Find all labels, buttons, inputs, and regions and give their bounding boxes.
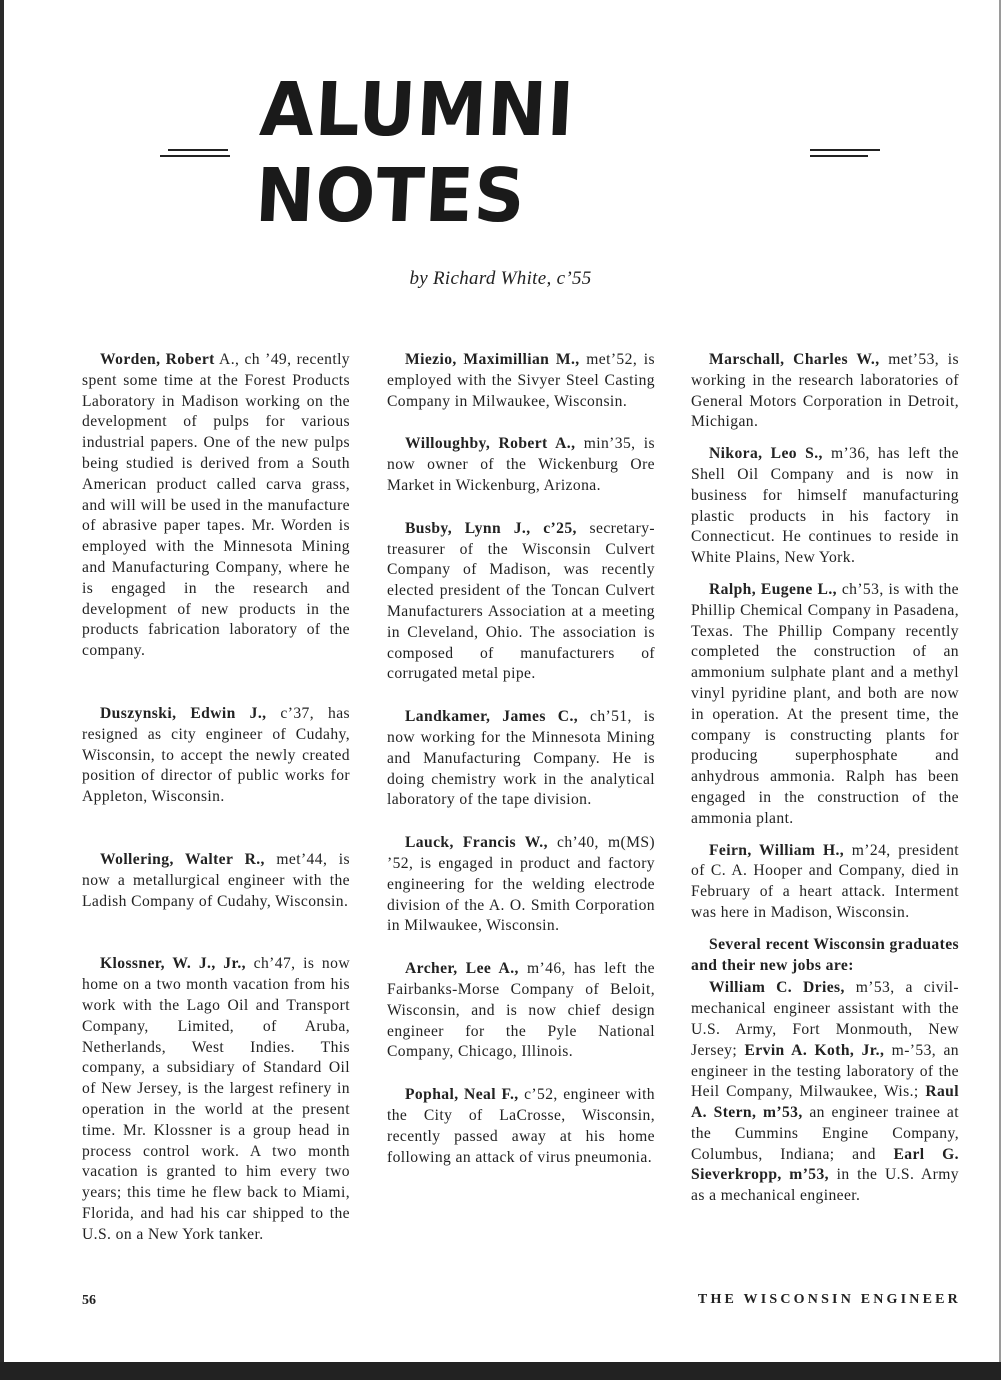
title-rule-left [160,149,230,157]
graduate-text: m’53, a civil-mechanical engineer assistant with the U.S. Army, Fort Monmouth, New Jersey; [691,979,960,1059]
alumni-text: m’36, has left the Shell Oil Company and is now in business for himself manufacturing plastic products in his factory in Connecticut. He continues to reside in White Plains, New York. [691,445,959,567]
graduate-name: Raul A. Stern, m’53, [691,1083,959,1122]
page-scan-edge-bottom [0,1362,1001,1380]
alumni-entry [387,434,655,496]
alumni-text: c’37, has resigned as city engineer of Cudahy, Wisconsin, to accept the newly created position of director of public works for Appleton, Wisconsin. [82,704,350,806]
alumni-text: m’46, has left the Fairbanks-Morse Company of Beloit, Wisconsin, and is now chief design engineer for the Pyle National Company, Chicago, Illinois. [387,960,656,1061]
alumni-name: Duszynski, Edwin J., [100,704,267,722]
alumni-name: Worden, Robert [100,351,215,368]
byline: by Richard White, c’55 [409,268,592,289]
title-rule-right [810,149,880,157]
title-block [160,67,880,239]
page-number: 56 [82,1293,96,1308]
alumni-name: Feirn, William H., [709,841,845,859]
alumni-text: met’53, is working in the research laboratories of General Motors Corporation in Detroit, Michigan. [691,351,959,431]
alumni-text: ch’40, m(MS) ’52, is engaged in product and factory engineering for the welding electrode division of the A. O. Smith Corporation in Milwaukee, Wisconsin. [387,834,656,935]
page-title: ALUMNI NOTES [253,67,577,239]
alumni-text: m’24, president of C. A. Hooper and Company, died in February of a heart attack. Interment was here in Madison, Wisconsin. [691,841,960,921]
alumni-entry [691,580,959,830]
graduate-name: Earl G. Sieverkropp, m’53, [691,1145,959,1184]
alumni-text: met’44, is now a metallurgical engineer with the Ladish Company of Cudahy, Wisconsin. [82,850,350,910]
alumni-entry [387,959,655,1063]
alumni-name: Landkamer, James C., [405,708,579,726]
alumni-text: ch’47, is now home on a two month vacation from his work with the Lago Oil and Transport Company, Limited, of Aruba, Netherlands, West Indies. This company, a subsidiary of Standard Oil of New Jersey, is the largest refinery in operation in the world at the present time. Mr. Klossner is a group head in process control work. A two month vacation is granted to him every two years; this time he flew back to Miami, Florida, and had his car shipped to the U.S. on a New York tanker. [82,955,350,1243]
alumni-text: A., ch ’49, recently spent some time at the Forest Products Laboratory in Madison working on the development of pulps for various industrial papers. One of the new pulps being studied is derived from a South American product called carva grass, and will will be used in the manufacture of abrasive paper tapes. Mr. Worden is employed with the Minnesota Mining and Manufacturing Company, where he is engaged in the research and development of new products in the products fabrication laboratory of the company. [82,351,350,660]
alumni-name: Willoughby, Robert A., [405,435,576,453]
alumni-entry [387,707,655,811]
alumni-entry [691,841,959,924]
alumni-name: Miezio, Maximillian M., [405,351,580,368]
page-scan-edge-left [0,0,4,1380]
alumni-name: Lauck, Francis W., [405,834,548,852]
graduate-name: Ervin A. Koth, Jr., [744,1041,885,1059]
alumni-name: Klossner, W. J., Jr., [100,955,246,973]
alumni-entry [82,350,350,662]
graduate-name: William C. Dries, [709,979,845,997]
alumni-name: Wollering, Walter R., [100,850,265,868]
recent-graduates-heading: Several recent Wisconsin graduates and their new jobs are: [691,935,959,974]
alumni-text: ch’53, is with the Phillip Chemical Company in Pasadena, Texas. The Phillip Company recently completed the construction of an ammonium sulphate plant and a methyl vinyl pyridine plant, and both are now in operation. At the present time, the company is constructing plants for producing superphosphate and anhydrous ammonia. Ralph has been engaged in the construction of the ammonia plant. [691,580,959,827]
alumni-text: secretary-treasurer of the Wisconsin Culvert Company of Madison, was recently elected president of the Toncan Culvert Manufacturers Association at a meeting in Cleveland, Ohio. The association is composed of manufacturers of corrugated metal pipe. [387,519,655,683]
column-1 [82,350,350,1287]
alumni-name: Pophal, Neal F., [405,1086,519,1104]
alumni-entry [691,444,959,569]
alumni-entry [82,954,350,1245]
alumni-entry [82,704,350,808]
publication-footer: THE WISCONSIN ENGINEER [697,1292,961,1307]
alumni-name: Marschall, Charles W., [709,351,880,368]
alumni-name: Ralph, Eugene L., [709,580,837,598]
alumni-entry [691,350,959,433]
alumni-name: Busby, Lynn J., c’25, [405,519,577,537]
alumni-entry [82,850,350,912]
alumni-text: met’52, is employed with the Sivyer Steel Casting Company in Milwaukee, Wisconsin. [387,351,655,410]
alumni-entry [387,1085,655,1168]
alumni-name: Nikora, Leo S., [709,445,823,463]
recent-graduates-list [691,978,959,1207]
alumni-name: Archer, Lee A., [405,960,519,978]
column-3 [691,350,959,1207]
alumni-text: ch’51, is now working for the Minnesota Mining and Manufacturing Company. He is doing chemistry work in the analytical laboratory of the tape division. [387,708,655,809]
alumni-entry [387,350,655,412]
graduate-text: m-’53, an engineer in the testing laboratory of the Heil Company, Milwaukee, Wis.; [691,1041,959,1101]
graduate-text: an engineer trainee at the Cummins Engine Company, Columbus, Indiana; and [691,1104,959,1163]
alumni-text: c’52, engineer with the City of LaCrosse, Wisconsin, recently passed away at his home following an attack of virus pneumonia. [387,1086,655,1166]
column-2 [387,350,655,1190]
alumni-entry [387,833,655,937]
alumni-entry [387,519,655,685]
alumni-text: min’35, is now owner of the Wickenburg Ore Market in Wickenburg, Arizona. [387,435,655,494]
graduate-text: in the U.S. Army as a mechanical engineer. [691,1166,959,1205]
